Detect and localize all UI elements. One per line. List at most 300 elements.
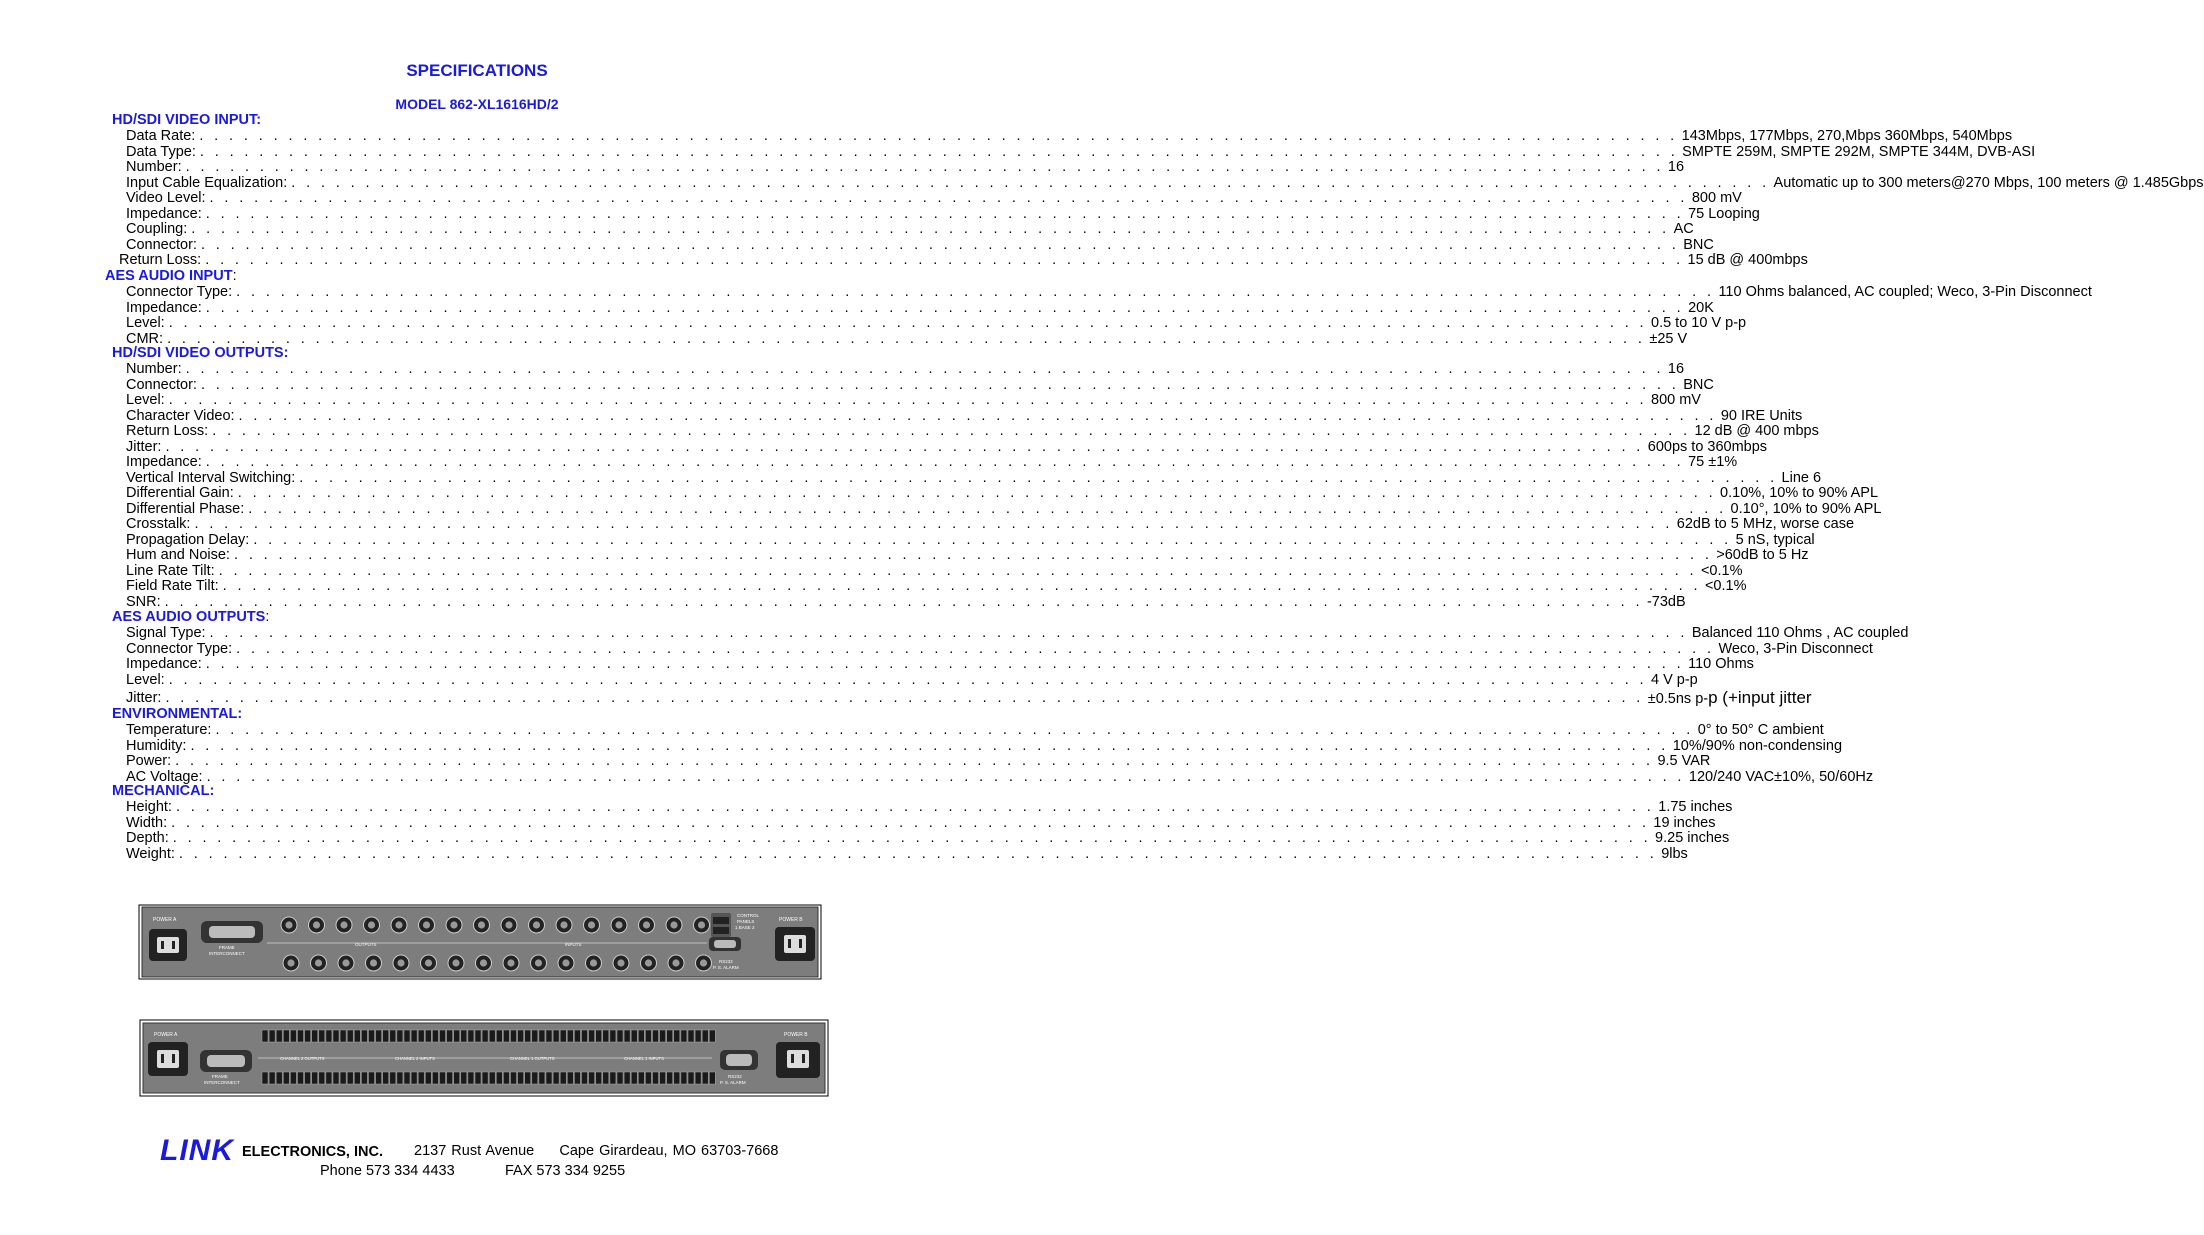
audio-terminal [553,1072,559,1084]
spec-value-text: -73dB [1646,593,1686,610]
control-label: CONTROL [737,913,760,918]
audio-terminal [383,1072,389,1084]
leader-dots: . . . . . . . . . . . . . . . . . . . . . . . . . . . . . . . . . . . . . . . . . . . . . . . . . . . . . . . . . . . . . . . . . . . . . . . . . . . . . . . . . . . . . . . . . . . . . . . . . . . . [248,500,1727,517]
audio-terminal [525,1072,531,1084]
interconnect-label: INTERCONNECT [209,951,245,956]
leader-dots: . . . . . . . . . . . . . . . . . . . . . . . . . . . . . . . . . . . . . . . . . . . . . . . . . . . . . . . . . . . . . . . . . . . . . . . . . . . . . . . . . . . . . . . . . . . . . . . . . . . . [215,722,1694,738]
spec-value-text: 110 Ohms [1688,656,1754,672]
audio-terminal [290,1030,296,1042]
audio-terminal [560,1030,566,1042]
audio-terminal [290,1072,296,1084]
audio-terminal [624,1072,630,1084]
leader-dots: . . . . . . . . . . . . . . . . . . . . . . . . . . . . . . . . . . . . . . . . . . . . . . . . . . . . . . . . . . . . . . . . . . . . . . . . . . . . . . . . . . . . . . . . . . . . . . . . . . . . [222,578,1701,594]
spec-label: Hum and Noise: [126,547,230,563]
audio-terminal [440,1030,446,1042]
ch2-outputs-label: CHANNEL 2 OUTPUTS [280,1056,325,1061]
spec-value [1720,485,1878,501]
spec-row [126,656,1754,672]
spec-label: Vertical Interval Switching: [126,469,296,486]
spec-value [1689,769,1873,785]
audio-terminal [418,1030,424,1042]
page-title: SPECIFICATIONS [406,61,548,80]
bnc-connector-pin [672,959,679,966]
spec-value-text: 0° to 50° C ambient [1697,722,1824,738]
audio-terminal [397,1030,403,1042]
spec-value [1682,144,2035,160]
spec-label: Impedance: [126,454,202,470]
spec-label: Level: [126,671,165,688]
audio-terminal [653,1030,659,1042]
spec-label: Input Cable Equalization: [126,174,288,191]
audio-terminal [390,1072,396,1084]
spec-value-text: 5 nS, typical [1735,531,1815,548]
audio-terminal [383,1030,389,1042]
audio-terminal [603,1030,609,1042]
bnc-connector-pin [452,959,459,966]
audio-terminal [631,1030,637,1042]
audio-terminal [305,1072,311,1084]
spec-row [126,640,1873,657]
panels-label: PANELS [737,919,755,924]
spec-value-text: 19 inches [1653,814,1716,831]
spec-label: Power: [126,753,172,769]
spec-value [1648,439,1767,455]
leader-dots: . . . . . . . . . . . . . . . . . . . . . . . . . . . . . . . . . . . . . . . . . . . . . . . . . . . . . . . . . . . . . . . . . . . . . . . . . . . . . . . . . . . . . . . . . . . . . . . . . . . . [291,174,1770,191]
spec-value [1649,331,1687,347]
spec-row [126,454,1738,470]
spec-row [126,578,1747,594]
leader-dots: . . . . . . . . . . . . . . . . . . . . . . . . . . . . . . . . . . . . . . . . . . . . . . . . . . . . . . . . . . . . . . . . . . . . . . . . . . . . . . . . . . . . . . . . . . . . . . . . . . . . [299,469,1778,486]
spec-label: Impedance: [126,656,202,672]
audio-terminal [454,1072,460,1084]
audio-terminal [454,1030,460,1042]
spec-label: Connector Type: [126,640,233,657]
spec-row [126,205,1760,222]
power-a-label: POWER A [153,917,177,923]
leader-dots: . . . . . . . . . . . . . . . . . . . . . . . . . . . . . . . . . . . . . . . . . . . . . . . . . . . . . . . . . . . . . . . . . . . . . . . . . . . . . . . . . . . . . . . . . . . . . . . . . . . . [175,799,1655,815]
audio-terminal [617,1072,623,1084]
spec-label: Depth: [126,830,169,846]
spec-row [126,361,1685,377]
audio-terminal [482,1072,488,1084]
leader-dots: . . . . . . . . . . . . . . . . . . . . . . . . . . . . . . . . . . . . . . . . . . . . . . . . . . . . . . . . . . . . . . . . . . . . . . . . . . . . . . . . . . . . . . . . . . . . . . . . . . . . [190,737,1669,754]
audio-terminal [340,1030,346,1042]
audio-terminal [340,1072,346,1084]
bnc-connector-pin [397,959,404,966]
audio-terminal [617,1030,623,1042]
rs232-label: RS232 [719,959,733,964]
spec-value [1668,361,1684,377]
audio-terminal [283,1030,289,1042]
audio-terminal [326,1072,332,1084]
audio-terminal [411,1030,417,1042]
section-environmental: ENVIRONMENTAL: [112,706,243,722]
bnc-connector-pin [588,921,595,928]
spec-value [1731,501,1882,517]
power-a-label-2: POWER A [154,1032,178,1038]
audio-terminal [312,1030,318,1042]
audio-terminal [475,1072,481,1084]
spec-value-text: 110 Ohms balanced, AC coupled; Weco, 3-Pin Disconnect [1718,284,2092,300]
spec-value [1774,175,2204,191]
audio-terminal [589,1030,595,1042]
spec-value [1701,563,1743,579]
spec-value-text: ±25 V [1649,330,1688,347]
spec-row [126,221,1694,237]
section-aes-input: AES AUDIO INPUT: [105,268,237,284]
outputs-label: OUTPUTS [355,942,377,947]
spec-value [1651,315,1746,331]
audio-terminal [681,1030,687,1042]
spec-value [1698,722,1824,738]
spec-value-text: 9.5 VAR [1657,753,1711,769]
spec-row [126,830,1730,846]
bnc-connector-pin [505,921,512,928]
leader-dots: . . . . . . . . . . . . . . . . . . . . . . . . . . . . . . . . . . . . . . . . . . . . . . . . . . . . . . . . . . . . . . . . . . . . . . . . . . . . . . . . . . . . . . . . . . . . . . . . . . . . [178,845,1658,862]
audio-terminal [503,1072,509,1084]
spec-label: Humidity: [126,737,187,754]
rear-panel-2-diagram [140,1020,828,1096]
spec-label: Character Video: [126,407,235,424]
leader-dots: . . . . . . . . . . . . . . . . . . . . . . . . . . . . . . . . . . . . . . . . . . . . . . . . . . . . . . . . . . . . . . . . . . . . . . . . . . . . . . . . . . . . . . . . . . . . . . . . . . . . [236,284,1715,300]
audio-terminal [674,1030,680,1042]
leader-dots: . . . . . . . . . . . . . . . . . . . . . . . . . . . . . . . . . . . . . . . . . . . . . . . . . . . . . . . . . . . . . . . . . . . . . . . . . . . . . . . . . . . . . . . . . . . . . . . . . . . . [205,454,1685,470]
audio-terminal [582,1030,588,1042]
bnc-connector-pin [315,959,322,966]
audio-terminal [447,1072,453,1084]
spec-value-text: 0.10%, 10% to 90% APL [1720,485,1879,501]
spec-value-text: 600ps to 360mbps [1647,438,1768,455]
section-hdsdi-outputs: HD/SDI VIDEO OUTPUTS: [112,345,289,361]
audio-terminal [667,1072,673,1084]
leader-dots: . . . . . . . . . . . . . . . . . . . . . . . . . . . . . . . . . . . . . . . . . . . . . . . . . . . . . . . . . . . . . . . . . . . . . . . . . . . . . . . . . . . . . . . . . . . . . . . . . . . . [200,236,1680,253]
spec-label: AC Voltage: [126,768,203,785]
spec-value-text: Automatic up to 300 meters@270 Mbps, 100 meters @ 1.485Gbps [1773,174,2204,191]
audio-terminal [432,1072,438,1084]
spec-label: Temperature: [126,722,212,738]
spec-row [126,469,1822,486]
spec-value-text: 800 mV [1651,392,1701,408]
audio-terminal [596,1030,602,1042]
leader-dots: . . . . . . . . . . . . . . . . . . . . . . . . . . . . . . . . . . . . . . . . . . . . . . . . . . . . . . . . . . . . . . . . . . . . . . . . . . . . . . . . . . . . . . . . . . . . . . . . . . . . [238,407,1717,424]
spec-row [126,768,1874,785]
bnc-connector-pin [700,959,707,966]
spec-label: CMR: [126,330,164,347]
spec-label: Number: [126,361,182,377]
spec-value [1683,237,1714,253]
audio-terminal [560,1072,566,1084]
audio-terminal [298,1072,304,1084]
audio-terminal [333,1030,339,1042]
spec-value [1673,738,1842,754]
spec-row [126,128,2013,144]
spec-label: SNR: [126,593,161,610]
spec-value-text: <0.1% [1700,562,1743,579]
audio-terminal [695,1072,701,1084]
spec-value [1718,641,1872,657]
footer [160,1136,860,1188]
spec-value-text: >60dB to 5 Hz [1716,547,1809,563]
bnc-connector-pin [643,921,650,928]
audio-terminal [369,1030,375,1042]
leader-dots: . . . . . . . . . . . . . . . . . . . . . . . . . . . . . . . . . . . . . . . . . . . . . . . . . . . . . . . . . . . . . . . . . . . . . . . . . . . . . . . . . . . . . . . . . . . . . . . . . . . . [191,221,1670,237]
spec-value [1682,128,2012,144]
audio-terminal [276,1072,282,1084]
spec-value [1648,690,1812,706]
spec-value [1736,532,1815,548]
audio-terminal [624,1030,630,1042]
spec-value-text: 20K [1688,299,1714,316]
ch1-outputs-label: CHANNEL 1 OUTPUTS [510,1056,555,1061]
audio-terminal [440,1072,446,1084]
audio-terminal [432,1030,438,1042]
spec-row [126,376,1714,393]
spec-value-text: 16 [1667,361,1685,377]
spec-value [1677,516,1854,532]
spec-label: Jitter: [126,690,162,706]
audio-terminal [468,1030,474,1042]
audio-terminal [283,1072,289,1084]
leader-dots: . . . . . . . . . . . . . . . . . . . . . . . . . . . . . . . . . . . . . . . . . . . . . . . . . . . . . . . . . . . . . . . . . . . . . . . . . . . . . . . . . . . . . . . . . . . . . . . . . . . . [175,753,1654,769]
spec-row [126,299,1714,316]
audio-terminal [390,1030,396,1042]
leader-dots: . . . . . . . . . . . . . . . . . . . . . . . . . . . . . . . . . . . . . . . . . . . . . . . . . . . . . . . . . . . . . . . . . . . . . . . . . . . . . . . . . . . . . . . . . . . . . . . . . . . . [205,299,1685,316]
audio-terminal [269,1030,275,1042]
bnc-connector-pin [560,921,567,928]
leader-dots: . . . . . . . . . . . . . . . . . . . . . . . . . . . . . . . . . . . . . . . . . . . . . . . . . . . . . . . . . . . . . . . . . . . . . . . . . . . . . . . . . . . . . . . . . . . . . . . . . . . . [212,423,1691,439]
spec-value-text: ±0.5ns p- [1647,691,1709,707]
spec-value-text: 75 Looping [1688,205,1760,222]
audio-terminal [461,1030,467,1042]
spec-row [126,547,1809,563]
audio-terminal [404,1030,410,1042]
leader-dots: . . . . . . . . . . . . . . . . . . . . . . . . . . . . . . . . . . . . . . . . . . . . . . . . . . . . . . . . . . . . . . . . . . . . . . . . . . . . . . . . . . . . . . . . . . . . . . . . . . . . [168,671,1647,688]
spec-row [126,159,1685,175]
audio-terminal [660,1072,666,1084]
leader-dots: . . . . . . . . . . . . . . . . . . . . . . . . . . . . . . . . . . . . . . . . . . . . . . . . . . . . . . . . . . . . . . . . . . . . . . . . . . . . . . . . . . . . . . . . . . . . . . . . . . . . [233,547,1713,563]
spec-row [126,438,1768,455]
audio-terminal [518,1072,524,1084]
spec-label: Connector: [126,236,197,253]
spec-row [126,284,2092,300]
rear-panel-1-diagram [139,905,821,979]
audio-terminal [539,1072,545,1084]
bnc-connector-pin [395,921,402,928]
leader-dots: . . . . . . . . . . . . . . . . . . . . . . . . . . . . . . . . . . . . . . . . . . . . . . . . . . . . . . . . . . . . . . . . . . . . . . . . . . . . . . . . . . . . . . . . . . . . . . . . . . . . [171,814,1650,831]
audio-terminal [475,1030,481,1042]
spec-row [126,485,1879,501]
audio-terminal [688,1030,694,1042]
spec-value-text: Balanced 110 Ohms , AC coupled [1691,625,1909,641]
spec-value-text: 90 IRE Units [1720,407,1803,424]
audio-terminal [447,1030,453,1042]
bnc-connector-pin [285,921,292,928]
spec-value-text: 12 dB @ 400 mbps [1694,423,1819,439]
company-address: 2137 Rust Avenue Cape Girardeau, MO 63703-7668 [414,1143,779,1159]
bnc-connector-pin [480,959,487,966]
spec-label: Differential Phase: [126,500,245,517]
leader-dots: . . . . . . . . . . . . . . . . . . . . . . . . . . . . . . . . . . . . . . . . . . . . . . . . . . . . . . . . . . . . . . . . . . . . . . . . . . . . . . . . . . . . . . . . . . . . . . . . . . . . [200,376,1680,393]
audio-terminal [376,1072,382,1084]
spec-row [126,516,1855,532]
leader-dots: . . . . . . . . . . . . . . . . . . . . . . . . . . . . . . . . . . . . . . . . . . . . . . . . . . . . . . . . . . . . . . . . . . . . . . . . . . . . . . . . . . . . . . . . . . . . . . . . . . . . [209,625,1688,641]
audio-terminal [312,1072,318,1084]
spec-value [1658,799,1732,815]
spec-value-text: 143Mbps, 177Mbps, 270,Mbps 360Mbps, 540Mbps [1681,128,2013,144]
spec-value [1721,408,1802,424]
spec-label: Number: [126,159,182,175]
bnc-connector-pin [313,921,320,928]
spec-label: Coupling: [126,221,188,237]
audio-terminal [610,1030,616,1042]
spec-label: Width: [126,814,168,831]
audio-terminal [709,1072,715,1084]
leader-dots: . . . . . . . . . . . . . . . . . . . . . . . . . . . . . . . . . . . . . . . . . . . . . . . . . . . . . . . . . . . . . . . . . . . . . . . . . . . . . . . . . . . . . . . . . . . . . . . . . . . . [172,830,1652,846]
spec-value-text: AC [1673,221,1694,237]
audio-terminal [638,1072,644,1084]
spec-row [126,722,1824,738]
audio-terminal [354,1030,360,1042]
spec-row [126,593,1686,610]
audio-terminal [276,1030,282,1042]
spec-row [126,174,2204,191]
leader-dots: . . . . . . . . . . . . . . . . . . . . . . . . . . . . . . . . . . . . . . . . . . . . . . . . . . . . . . . . . . . . . . . . . . . . . . . . . . . . . . . . . . . . . . . . . . . . . . . . . . . . [185,361,1664,377]
spec-value [1782,470,1822,486]
spec-row [126,845,1688,862]
audio-terminal [511,1072,517,1084]
audio-terminal [418,1072,424,1084]
spec-row [126,531,1815,548]
spec-value [1683,377,1714,393]
leader-dots: . . . . . . . . . . . . . . . . . . . . . . . . . . . . . . . . . . . . . . . . . . . . . . . . . . . . . . . . . . . . . . . . . . . . . . . . . . . . . . . . . . . . . . . . . . . . . . . . . . . . [164,593,1643,610]
spec-value-text: 75 ±1% [1688,454,1738,470]
spec-label: Jitter: [126,438,162,455]
bnc-connector-pin [287,959,294,966]
spec-row [126,407,1803,424]
spec-value-text: Line 6 [1781,469,1822,486]
audio-terminal [532,1072,538,1084]
audio-terminal [354,1072,360,1084]
spec-value-text: 15 dB @ 400mbps [1687,252,1808,268]
audio-terminal [411,1072,417,1084]
audio-terminal [404,1072,410,1084]
audio-terminal [709,1030,715,1042]
rs232-label-2: RS232 [728,1074,742,1079]
bnc-connector-pin [478,921,485,928]
audio-terminal [695,1030,701,1042]
leader-dots: . . . . . . . . . . . . . . . . . . . . . . . . . . . . . . . . . . . . . . . . . . . . . . . . . . . . . . . . . . . . . . . . . . . . . . . . . . . . . . . . . . . . . . . . . . . . . . . . . . . . [205,252,1684,268]
spec-value [1688,300,1714,316]
leader-dots: . . . . . . . . . . . . . . . . . . . . . . . . . . . . . . . . . . . . . . . . . . . . . . . . . . . . . . . . . . . . . . . . . . . . . . . . . . . . . . . . . . . . . . . . . . . . . . . . . . . . [165,438,1644,455]
spec-value-text: 800 mV [1691,190,1742,206]
audio-terminal [610,1072,616,1084]
bnc-connector-pin [368,921,375,928]
audio-terminal [489,1030,495,1042]
spec-value [1718,284,2091,300]
spec-value [1661,846,1688,862]
audio-terminal [298,1030,304,1042]
bnc-connector-pin [535,959,542,966]
ch2-inputs-label: CHANNEL 2 INPUTS [395,1056,435,1061]
base-label: 1 BASE 2 [735,925,755,930]
audio-terminal [702,1030,708,1042]
audio-terminal [688,1072,694,1084]
spec-row [126,799,1733,815]
leader-dots: . . . . . . . . . . . . . . . . . . . . . . . . . . . . . . . . . . . . . . . . . . . . . . . . . . . . . . . . . . . . . . . . . . . . . . . . . . . . . . . . . . . . . . . . . . . . . . . . . . . . [253,531,1732,548]
audio-terminal [361,1072,367,1084]
ps-alarm-label: P. S. ALARM [713,965,739,970]
audio-terminal [567,1072,573,1084]
audio-terminal [425,1030,431,1042]
leader-dots: . . . . . . . . . . . . . . . . . . . . . . . . . . . . . . . . . . . . . . . . . . . . . . . . . . . . . . . . . . . . . . . . . . . . . . . . . . . . . . . . . . . . . . . . . . . . . . . . . . . . [237,485,1717,501]
spec-value [1651,392,1701,408]
spec-row [119,252,1808,268]
spec-row [126,688,1812,707]
spec-label: Signal Type: [126,625,206,641]
spec-value-text: SMPTE 259M, SMPTE 292M, SMPTE 344M, DVB-ASI [1682,143,2036,160]
bnc-connector-pin [450,921,457,928]
leader-dots: . . . . . . . . . . . . . . . . . . . . . . . . . . . . . . . . . . . . . . . . . . . . . . . . . . . . . . . . . . . . . . . . . . . . . . . . . . . . . . . . . . . . . . . . . . . . . . . . . . . . [199,128,1678,144]
spec-value-text: <0.1% [1704,578,1747,594]
audio-terminal [603,1072,609,1084]
spec-value-text: 0.5 to 10 V p-p [1651,315,1747,331]
spec-row [126,671,1698,688]
spec-label: Height: [126,799,172,815]
spec-value [1688,454,1737,470]
spec-row [126,814,1716,831]
audio-terminal [269,1072,275,1084]
frame-label-2: FRAME [212,1074,228,1079]
spec-value-text: 62dB to 5 MHz, worse case [1676,516,1855,532]
audio-terminal [645,1072,651,1084]
spec-value-text: 10%/90% non-condensing [1672,737,1843,754]
audio-terminal [660,1030,666,1042]
spec-label: Weight: [126,845,175,862]
spec-value-text: 4 V p-p [1651,671,1698,688]
audio-terminal [461,1072,467,1084]
audio-terminal [525,1030,531,1042]
spec-label: Crosstalk: [126,516,191,532]
frame-label: FRAME [219,945,235,950]
audio-terminal [326,1030,332,1042]
leader-dots: . . . . . . . . . . . . . . . . . . . . . . . . . . . . . . . . . . . . . . . . . . . . . . . . . . . . . . . . . . . . . . . . . . . . . . . . . . . . . . . . . . . . . . . . . . . . . . . . . . . . [205,656,1685,672]
spec-row [126,315,1747,331]
bnc-connector-pin [617,959,624,966]
spec-label: Propagation Delay: [126,531,250,548]
spec-value [1647,594,1686,610]
section-hdsdi-input: HD/SDI VIDEO INPUT: [112,112,262,128]
spec-label: Return Loss: [119,252,202,268]
leader-dots: . . . . . . . . . . . . . . . . . . . . . . . . . . . . . . . . . . . . . . . . . . . . . . . . . . . . . . . . . . . . . . . . . . . . . . . . . . . . . . . . . . . . . . . . . . . . . . . . . . . . [165,690,1644,706]
audio-terminal [681,1072,687,1084]
spec-label: Data Type: [126,143,196,160]
spec-value [1692,625,1909,641]
audio-terminal [567,1030,573,1042]
audio-terminal [347,1072,353,1084]
spec-value [1688,206,1760,222]
inputs-label: INPUTS [565,942,582,947]
audio-terminal [645,1030,651,1042]
spec-value [1668,159,1684,175]
audio-terminal [262,1072,268,1084]
audio-terminal [653,1072,659,1084]
fax-number: FAX 573 334 9255 [505,1163,626,1179]
spec-value-text: 9.25 inches [1655,830,1730,846]
spec-value [1688,252,1808,268]
spec-value-text: 1.75 inches [1658,799,1733,815]
link-logo: LINK [160,1134,234,1167]
audio-terminal [702,1072,708,1084]
